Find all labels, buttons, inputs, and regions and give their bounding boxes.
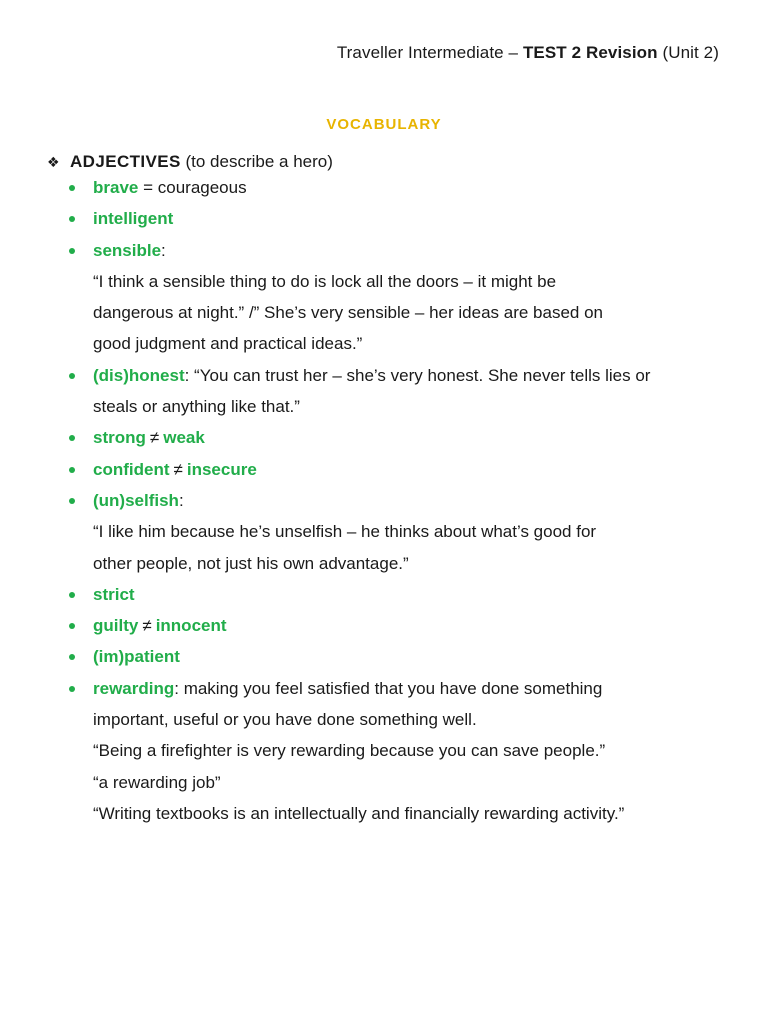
- item-first-line: [93, 235, 748, 266]
- not-equal-sign: ≠: [142, 616, 152, 636]
- example-line: “I like him because he’s unselfish – he thinks about what’s good for: [93, 522, 597, 542]
- example-line: “Being a firefighter is very rewarding because you can save people.”: [93, 741, 606, 761]
- category-note: (to describe a hero): [180, 152, 333, 171]
- list-item: [68, 360, 748, 423]
- vocab-term-opposite: insecure: [186, 459, 257, 479]
- example-line: good judgment and practical ideas.”: [93, 334, 363, 354]
- item-text: :: [178, 490, 184, 510]
- list-item: [68, 422, 748, 453]
- item-first-line: [93, 485, 748, 516]
- vocab-term: strict: [93, 584, 135, 604]
- vocab-term: (im)patient: [93, 647, 180, 667]
- example-line: “I think a sensible thing to do is lock all the doors – it might be: [93, 271, 557, 291]
- vocab-term: brave: [93, 178, 139, 197]
- item-first-line: [93, 673, 748, 704]
- example-line: important, useful or you have done something well.: [93, 710, 477, 730]
- vocab-term-opposite: weak: [163, 428, 205, 448]
- section-title: VOCABULARY: [326, 116, 442, 133]
- document-header: [337, 43, 719, 63]
- vocab-term: guilty: [93, 616, 139, 636]
- bullet-dot-icon: [69, 185, 75, 191]
- item-first-line: [93, 454, 748, 485]
- item-first-line: [93, 641, 748, 672]
- vocab-term: (un)selfish: [93, 490, 179, 510]
- category-label: ADJECTIVES: [70, 152, 181, 171]
- vocabulary-list: [68, 172, 748, 829]
- item-first-line: [93, 172, 748, 203]
- not-equal-sign: ≠: [149, 428, 160, 448]
- bullet-dot-icon: [69, 623, 75, 629]
- item-first-line: [93, 610, 748, 641]
- example-line: “a rewarding job”: [93, 772, 221, 792]
- list-item: [68, 641, 748, 672]
- list-item: [68, 610, 748, 641]
- item-text: : making you feel satisfied that you have done something: [174, 678, 603, 698]
- item-first-line: [93, 360, 748, 391]
- item-text: :: [161, 240, 166, 260]
- vocab-term: sensible: [93, 240, 162, 260]
- vocab-term: rewarding: [93, 678, 175, 698]
- item-first-line: [93, 203, 748, 234]
- list-item: [68, 235, 748, 360]
- bullet-dot-icon: [69, 654, 75, 660]
- header-suffix: (Unit 2): [657, 43, 719, 62]
- item-text: : “You can trust her – she’s very honest. She never tells lies or: [184, 365, 651, 385]
- list-item: [68, 485, 748, 579]
- example-line: “Writing textbooks is an intellectually and financially rewarding activity.”: [93, 803, 625, 823]
- vocab-term: intelligent: [93, 209, 174, 229]
- vocab-term: confident: [93, 459, 170, 479]
- list-item: [68, 454, 748, 485]
- bullet-dot-icon: [69, 248, 75, 254]
- item-text: = courageous: [138, 178, 247, 197]
- diamond-bullet-icon: ❖: [47, 154, 60, 170]
- category-heading: [47, 152, 333, 172]
- list-item: [68, 673, 748, 829]
- example-line: other people, not just his own advantage.”: [93, 553, 409, 573]
- bullet-dot-icon: [69, 498, 75, 504]
- list-item: [68, 172, 748, 203]
- bullet-dot-icon: [69, 686, 75, 692]
- list-item: [68, 203, 748, 234]
- vocab-term-opposite: innocent: [155, 616, 227, 636]
- header-prefix: Traveller Intermediate –: [336, 43, 523, 62]
- bullet-dot-icon: [69, 373, 75, 379]
- bullet-dot-icon: [69, 592, 75, 598]
- bullet-dot-icon: [69, 435, 75, 441]
- vocab-term: (dis)honest: [93, 365, 185, 385]
- bullet-dot-icon: [69, 467, 75, 473]
- list-item: [68, 579, 748, 610]
- item-first-line: [93, 579, 748, 610]
- example-line: steals or anything like that.”: [93, 397, 300, 417]
- not-equal-sign: ≠: [173, 459, 183, 479]
- bullet-dot-icon: [69, 216, 75, 222]
- vocab-term: strong: [93, 428, 146, 448]
- example-line: dangerous at night.” /” She’s very sensible – her ideas are based on: [93, 303, 603, 323]
- item-first-line: [93, 422, 748, 453]
- header-bold-title: TEST 2 Revision: [522, 43, 658, 62]
